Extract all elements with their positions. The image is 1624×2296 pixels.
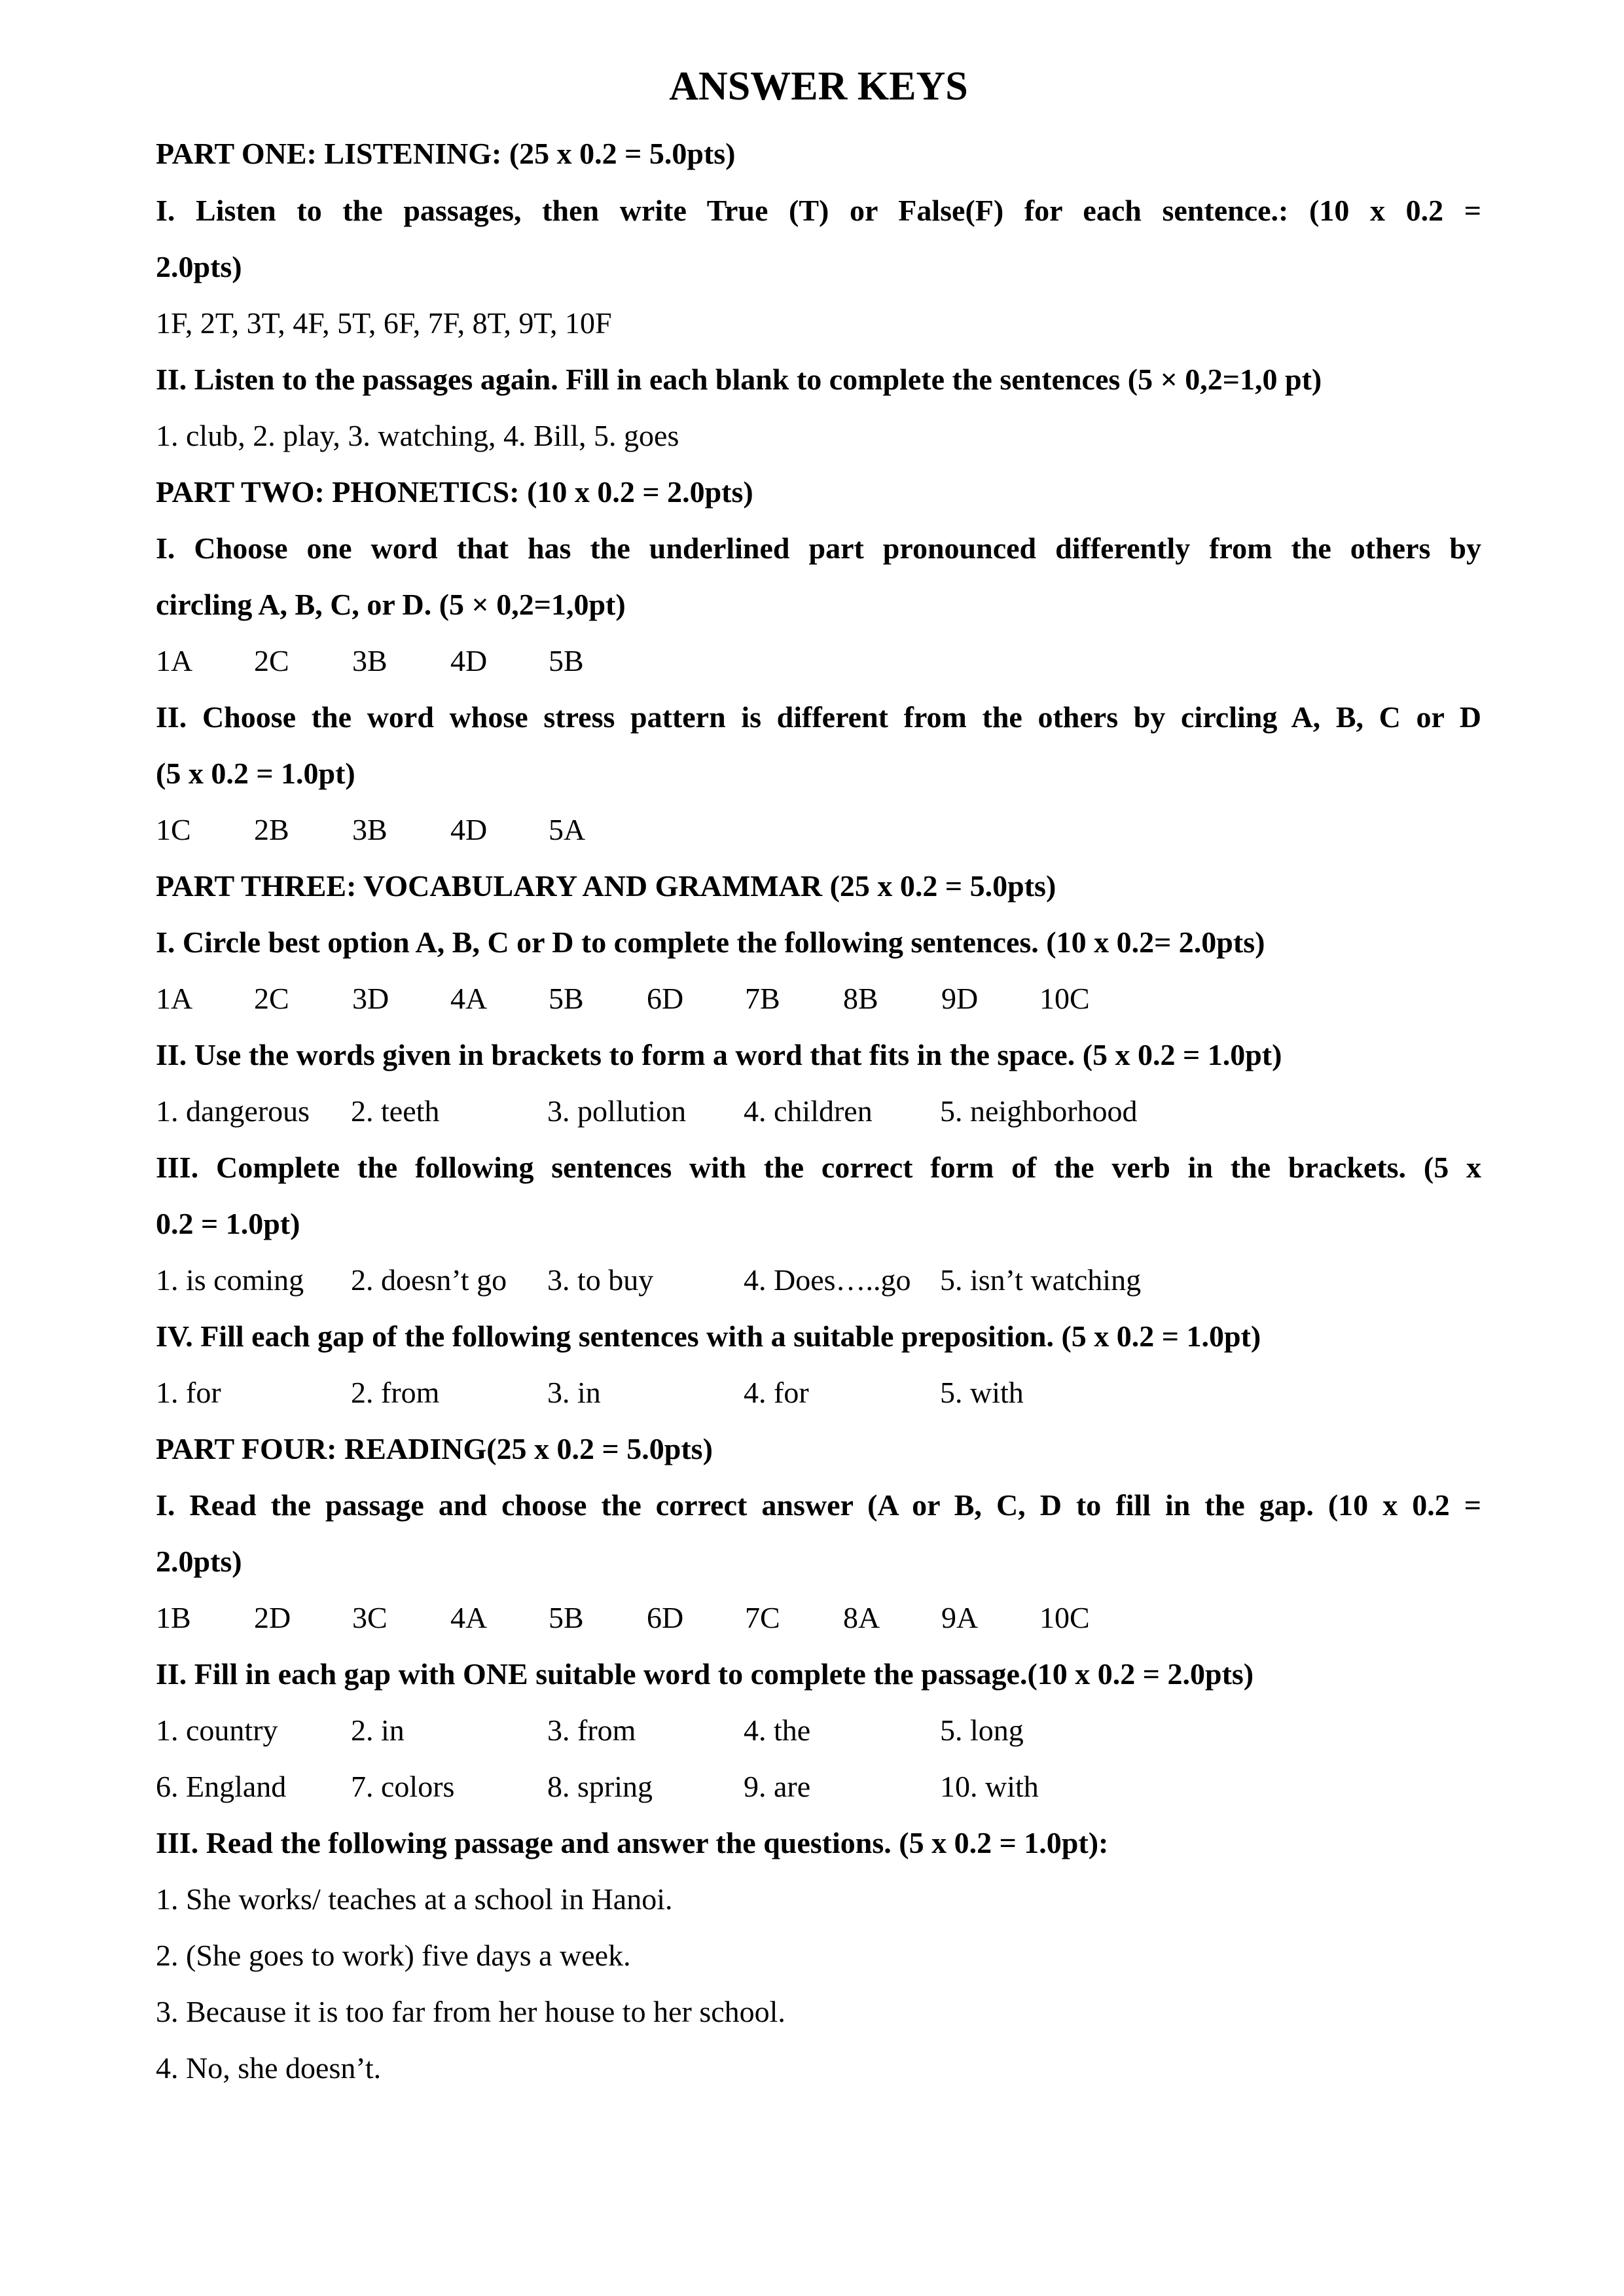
answer-item: 2D bbox=[254, 1601, 291, 1634]
answer-item: 7. colors bbox=[351, 1770, 455, 1803]
answer-item: 5A bbox=[549, 813, 586, 846]
answer-item: 2B bbox=[254, 813, 289, 846]
listening-section-1-heading-cont: 2.0pts) bbox=[156, 250, 242, 283]
answer-item: 3. from bbox=[547, 1713, 636, 1747]
answer-item: 4D bbox=[450, 644, 488, 677]
part-two-heading: PART TWO: PHONETICS: (10 x 0.2 = 2.0pts) bbox=[156, 475, 753, 509]
answer-item: 5. neighborhood bbox=[940, 1094, 1138, 1128]
answer-item: 4A bbox=[450, 1601, 488, 1634]
grammar-section-3-answers bbox=[156, 1257, 1481, 1303]
answer-item: 4. for bbox=[744, 1376, 809, 1409]
reading-answer-line: 1. She works/ teaches at a school in Hanoi. bbox=[156, 1882, 673, 1916]
answer-item: 2. in bbox=[351, 1713, 405, 1747]
answer-item: 2. from bbox=[351, 1376, 440, 1409]
answer-item: 1. is coming bbox=[156, 1263, 304, 1297]
answer-item: 2C bbox=[254, 982, 289, 1015]
phonetics-section-2-heading-cont: (5 x 0.2 = 1.0pt) bbox=[156, 757, 355, 790]
answer-item: 6D bbox=[647, 1601, 684, 1634]
answer-item: 4. children bbox=[744, 1094, 873, 1128]
answer-item: 1. country bbox=[156, 1713, 278, 1747]
listening-section-2-answers: 1. club, 2. play, 3. watching, 4. Bill, 5. goes bbox=[156, 419, 679, 452]
answer-item: 6D bbox=[647, 982, 684, 1015]
answer-item: 3B bbox=[352, 813, 388, 846]
answer-item: 9. are bbox=[744, 1770, 811, 1803]
reading-answer-line: 4. No, she doesn’t. bbox=[156, 2051, 382, 2085]
answer-item: 3B bbox=[352, 644, 388, 677]
answer-item: 8B bbox=[843, 982, 878, 1015]
reading-section-1-heading-cont: 2.0pts) bbox=[156, 1545, 242, 1578]
grammar-section-2-answers bbox=[156, 1088, 1481, 1134]
answer-item: 5B bbox=[549, 1601, 584, 1634]
reading-answer-line: 3. Because it is too far from her house to her school. bbox=[156, 1995, 785, 2028]
answer-item: 3. to buy bbox=[547, 1263, 654, 1297]
answer-item: 3D bbox=[352, 982, 389, 1015]
answer-item: 4. Does…..go bbox=[744, 1263, 911, 1297]
answer-item: 8. spring bbox=[547, 1770, 653, 1803]
reading-section-2-heading: II. Fill in each gap with ONE suitable word to complete the passage.(10 x 0.2 = 2.0pts) bbox=[156, 1657, 1254, 1691]
grammar-section-4-answers bbox=[156, 1370, 1481, 1416]
answer-item: 5. with bbox=[940, 1376, 1024, 1409]
phonetics-section-2-heading: II. Choose the word whose stress pattern is different from the others by circling A, B, C or D bbox=[156, 700, 1481, 734]
answer-item: 2. doesn’t go bbox=[351, 1263, 507, 1297]
grammar-section-2-heading: II. Use the words given in brackets to form a word that fits in the space. (5 x 0.2 = 1.0pt) bbox=[156, 1038, 1282, 1071]
phonetics-section-1-answers bbox=[156, 638, 1481, 684]
answer-item: 5. long bbox=[940, 1713, 1024, 1747]
answer-item: 1B bbox=[156, 1601, 191, 1634]
answer-item: 10C bbox=[1039, 982, 1090, 1015]
answer-item: 10C bbox=[1039, 1601, 1090, 1634]
answer-item: 7C bbox=[745, 1601, 780, 1634]
reading-section-2-answers-row-1 bbox=[156, 1708, 1481, 1753]
answer-item: 3C bbox=[352, 1601, 388, 1634]
phonetics-section-2-answers bbox=[156, 807, 1481, 853]
answer-item: 1. dangerous bbox=[156, 1094, 310, 1128]
answer-item: 6. England bbox=[156, 1770, 287, 1803]
answer-item: 5. isn’t watching bbox=[940, 1263, 1142, 1297]
reading-section-2-answers-row-2 bbox=[156, 1764, 1481, 1810]
grammar-section-4-heading: IV. Fill each gap of the following sentences with a suitable preposition. (5 x 0.2 = 1.0pt) bbox=[156, 1319, 1261, 1353]
reading-section-1-answers bbox=[156, 1595, 1481, 1641]
part-three-heading: PART THREE: VOCABULARY AND GRAMMAR (25 x 0.2 = 5.0pts) bbox=[156, 869, 1056, 903]
phonetics-section-1-heading-cont: circling A, B, C, or D. (5 × 0,2=1,0pt) bbox=[156, 588, 626, 621]
answer-item: 9D bbox=[941, 982, 979, 1015]
listening-section-1-answers: 1F, 2T, 3T, 4F, 5T, 6F, 7F, 8T, 9T, 10F bbox=[156, 306, 612, 340]
answer-item: 5B bbox=[549, 644, 584, 677]
phonetics-section-1-heading: I. Choose one word that has the underlined part pronounced differently from the others by bbox=[156, 531, 1481, 565]
answer-item: 5B bbox=[549, 982, 584, 1015]
grammar-section-1-heading: I. Circle best option A, B, C or D to complete the following sentences. (10 x 0.2= 2.0pts) bbox=[156, 925, 1265, 959]
part-one-heading: PART ONE: LISTENING: (25 x 0.2 = 5.0pts) bbox=[156, 137, 736, 170]
listening-section-2-heading: II. Listen to the passages again. Fill in each blank to complete the sentences (5 × 0,2=1,0 pt) bbox=[156, 363, 1322, 396]
answer-item: 4D bbox=[450, 813, 488, 846]
answer-item: 2. teeth bbox=[351, 1094, 440, 1128]
reading-answer-line: 2. (She goes to work) five days a week. bbox=[156, 1939, 631, 1972]
reading-section-1-heading: I. Read the passage and choose the correct answer (A or B, C, D to fill in the gap. (10 x 0.2 = bbox=[156, 1488, 1481, 1522]
answer-item: 7B bbox=[745, 982, 780, 1015]
answer-item: 9A bbox=[941, 1601, 979, 1634]
answer-item: 1A bbox=[156, 982, 193, 1015]
grammar-section-1-answers bbox=[156, 976, 1481, 1022]
answer-item: 1. for bbox=[156, 1376, 221, 1409]
answer-item: 3. in bbox=[547, 1376, 601, 1409]
grammar-section-3-heading-cont: 0.2 = 1.0pt) bbox=[156, 1207, 300, 1240]
grammar-section-3-heading: III. Complete the following sentences with the correct form of the verb in the brackets. (5 x bbox=[156, 1151, 1481, 1184]
reading-section-3-heading: III. Read the following passage and answer the questions. (5 x 0.2 = 1.0pt): bbox=[156, 1826, 1109, 1859]
listening-section-1-heading: I. Listen to the passages, then write True (T) or False(F) for each sentence.: (10 x 0.2 = bbox=[156, 194, 1481, 227]
answer-item: 4A bbox=[450, 982, 488, 1015]
answer-item: 1C bbox=[156, 813, 191, 846]
answer-item: 8A bbox=[843, 1601, 880, 1634]
answer-item: 1A bbox=[156, 644, 193, 677]
answer-item: 3. pollution bbox=[547, 1094, 687, 1128]
page-title: ANSWER KEYS bbox=[669, 64, 968, 109]
answer-item: 10. with bbox=[940, 1770, 1039, 1803]
answer-item: 2C bbox=[254, 644, 289, 677]
answer-item: 4. the bbox=[744, 1713, 811, 1747]
part-four-heading: PART FOUR: READING(25 x 0.2 = 5.0pts) bbox=[156, 1432, 713, 1465]
